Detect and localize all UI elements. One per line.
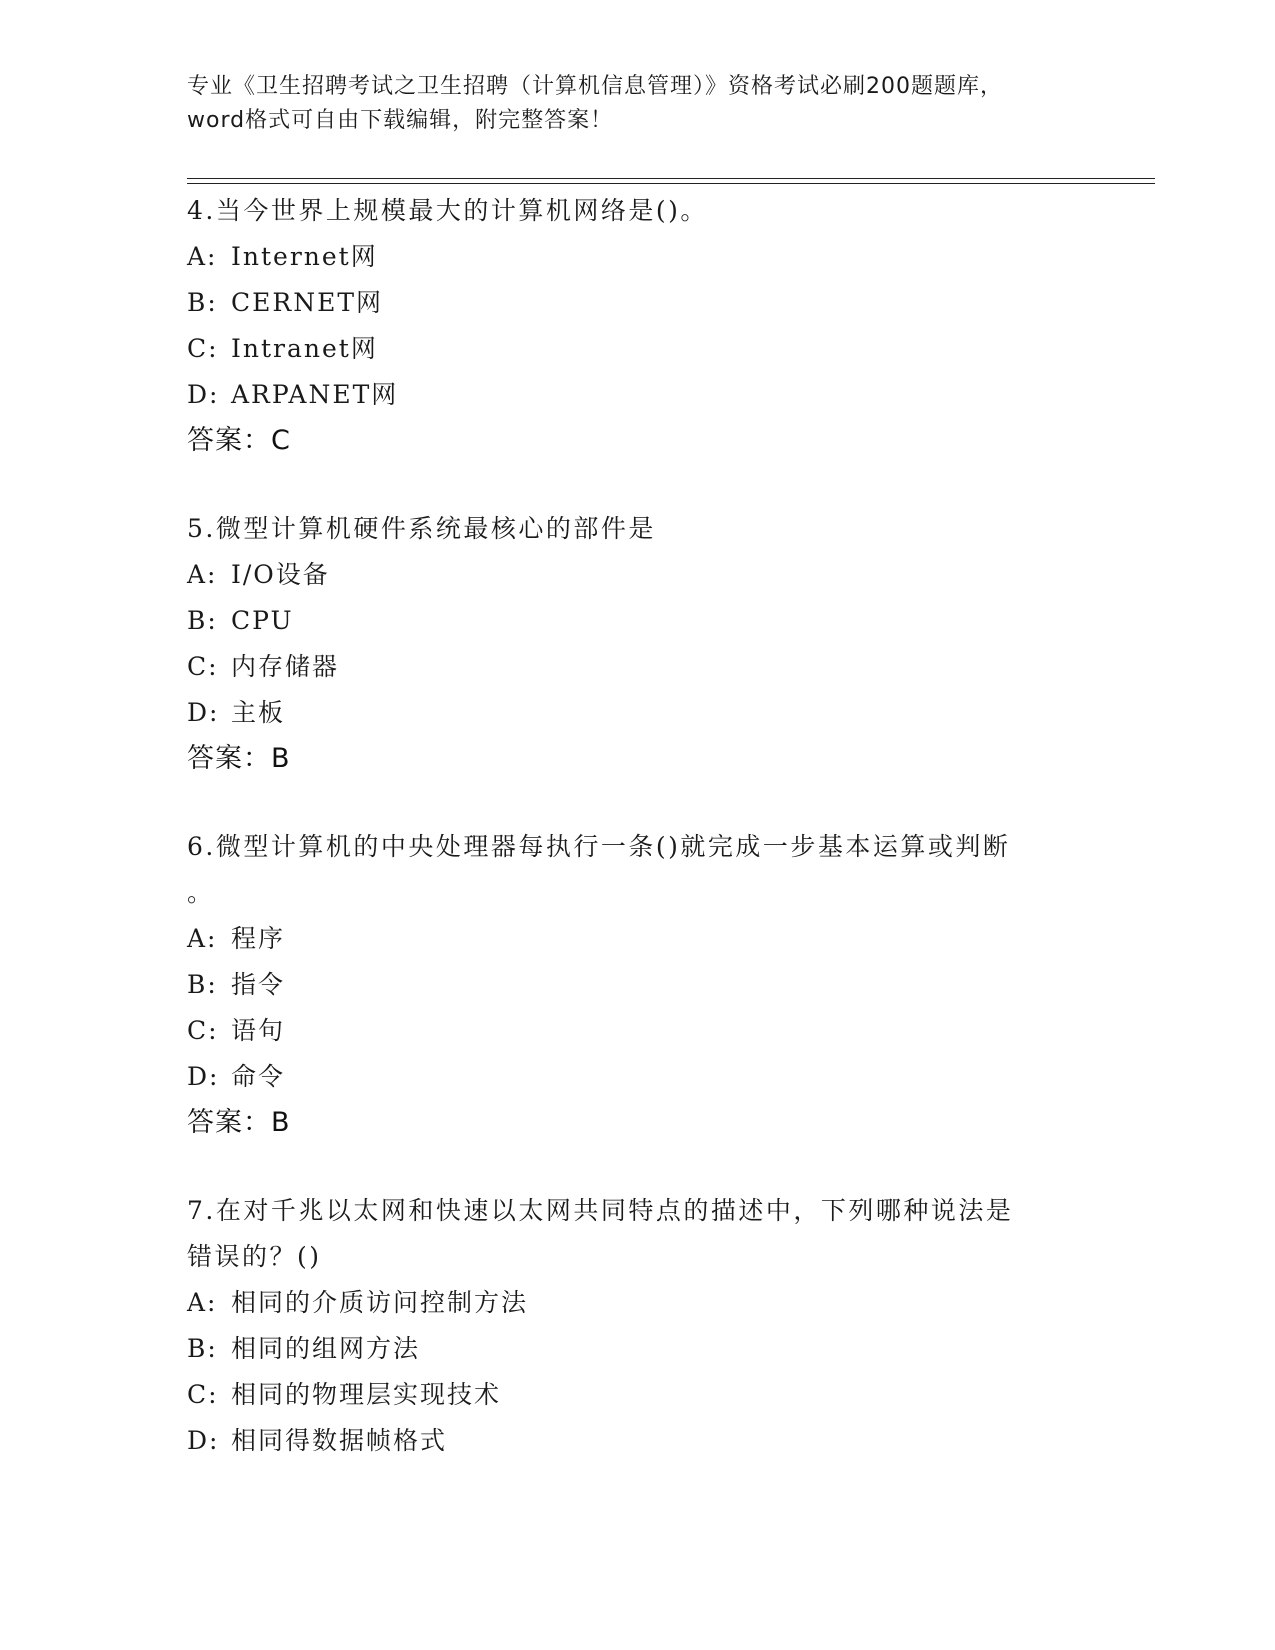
option-letter: A: xyxy=(187,1288,218,1317)
option-b xyxy=(187,1326,1087,1372)
option-c xyxy=(187,326,1087,372)
option-b xyxy=(187,598,1087,644)
header-line-2: word格式可自由下载编辑，附完整答案！ xyxy=(187,108,614,133)
header-divider-top xyxy=(187,178,1155,179)
option-b xyxy=(187,962,1087,1008)
option-a xyxy=(187,234,1087,280)
option-text: 语句 xyxy=(231,1016,286,1045)
option-letter: B: xyxy=(187,970,218,999)
option-a xyxy=(187,552,1087,598)
option-letter: C: xyxy=(187,334,219,363)
option-letter: B: xyxy=(187,1334,218,1363)
header-divider-bottom xyxy=(187,183,1155,184)
question-stem: 7.在对千兆以太网和快速以太网共同特点的描述中，下列哪种说法是 xyxy=(187,1196,1014,1225)
question-4 xyxy=(187,188,1087,464)
answer-line: 答案：B xyxy=(187,1107,291,1138)
option-letter: D: xyxy=(187,380,220,409)
question-stem-continued: 。 xyxy=(187,878,215,907)
option-d xyxy=(187,690,1087,736)
option-text: CPU xyxy=(231,606,294,635)
option-text: 相同的组网方法 xyxy=(231,1334,421,1363)
option-text: CERNET网 xyxy=(231,288,384,317)
question-stem: 6.微型计算机的中央处理器每执行一条()就完成一步基本运算或判断 xyxy=(187,832,1011,861)
option-letter: C: xyxy=(187,1016,219,1045)
option-letter: D: xyxy=(187,1426,220,1455)
option-text: 相同得数据帧格式 xyxy=(231,1426,448,1455)
option-text: 相同的介质访问控制方法 xyxy=(231,1288,529,1317)
option-text: 命令 xyxy=(231,1062,286,1091)
option-letter: D: xyxy=(187,1062,220,1091)
option-text: ARPANET网 xyxy=(231,380,399,409)
option-letter: B: xyxy=(187,288,218,317)
option-text: Intranet网 xyxy=(231,334,378,363)
answer-line: 答案：C xyxy=(187,425,291,456)
option-text: 内存储器 xyxy=(231,652,340,681)
option-text: 主板 xyxy=(231,698,286,727)
option-d xyxy=(187,372,1087,418)
question-stem-continued: 错误的？() xyxy=(187,1242,322,1271)
question-list xyxy=(187,188,1087,1506)
question-6 xyxy=(187,824,1087,1146)
option-letter: A: xyxy=(187,242,218,271)
option-text: 程序 xyxy=(231,924,286,953)
question-stem: 5.微型计算机硬件系统最核心的部件是 xyxy=(187,514,656,543)
option-d xyxy=(187,1418,1087,1464)
option-text: Internet网 xyxy=(231,242,378,271)
question-7 xyxy=(187,1188,1087,1464)
answer-line: 答案：B xyxy=(187,743,291,774)
question-5 xyxy=(187,506,1087,782)
option-b xyxy=(187,280,1087,326)
option-letter: D: xyxy=(187,698,220,727)
option-text: 指令 xyxy=(231,970,286,999)
header-line-1: 专业《卫生招聘考试之卫生招聘（计算机信息管理）》资格考试必刷200题题库， xyxy=(187,74,1003,99)
document-header xyxy=(187,70,1087,138)
option-c xyxy=(187,1008,1087,1054)
option-letter: B: xyxy=(187,606,218,635)
option-text: I/O设备 xyxy=(231,560,330,589)
option-c xyxy=(187,1372,1087,1418)
option-a xyxy=(187,916,1087,962)
option-c xyxy=(187,644,1087,690)
option-d xyxy=(187,1054,1087,1100)
option-text: 相同的物理层实现技术 xyxy=(231,1380,502,1409)
option-letter: A: xyxy=(187,924,218,953)
option-letter: C: xyxy=(187,1380,219,1409)
option-letter: A: xyxy=(187,560,218,589)
option-a xyxy=(187,1280,1087,1326)
question-stem: 4.当今世界上规模最大的计算机网络是()。 xyxy=(187,196,708,225)
option-letter: C: xyxy=(187,652,219,681)
